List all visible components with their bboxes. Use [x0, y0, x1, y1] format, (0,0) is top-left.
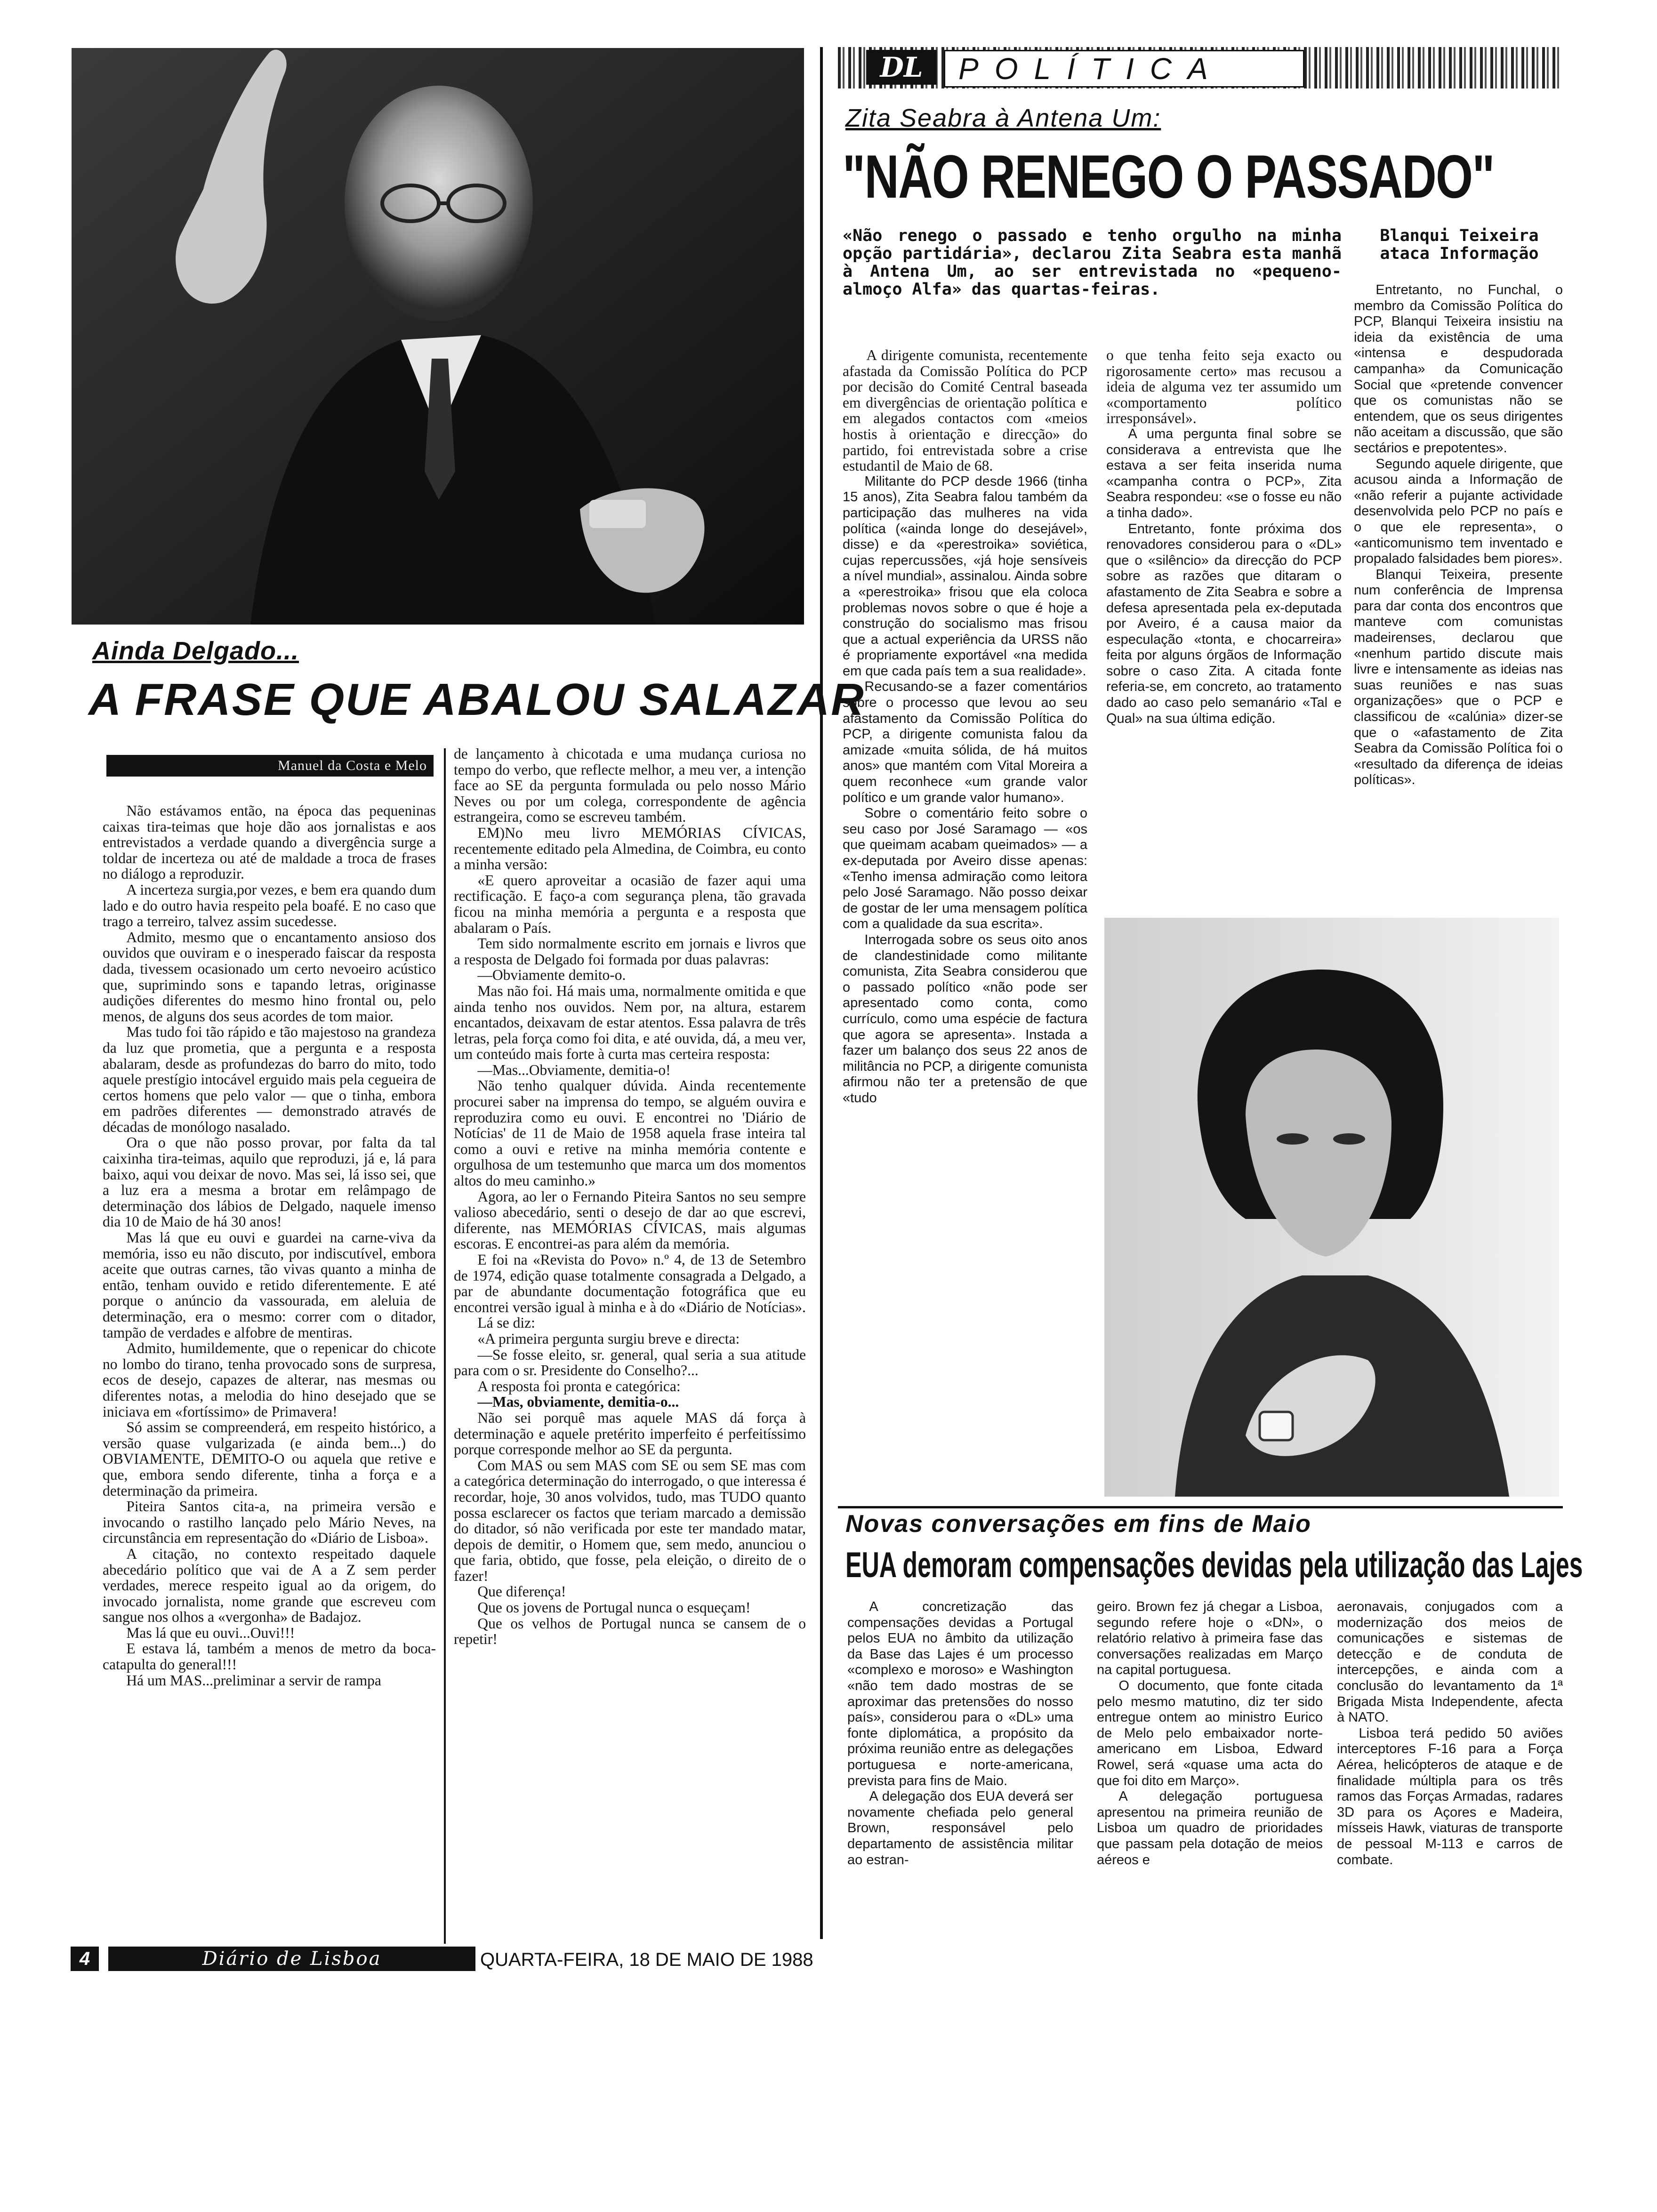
byline: Manuel da Costa e Melo: [278, 758, 427, 773]
paragraph: Admito, mesmo que o encantamento ansioso dos ouvidos que ouviram e o inesperado faiscar da resposta dada, tivessem ocasionado um certo nevoeiro acústico que, suprimindo sons e tapando letras, originasse audições diferentes do mesmo hino frontal ou, pelo menos, de alguns dos seus acordes de tom maior.: [103, 929, 436, 1025]
side-title: Blanqui Teixeira ataca Informação: [1380, 226, 1539, 263]
left-headline: A FRASE QUE ABALOU SALAZAR: [88, 674, 865, 725]
paragraph: Mas lá que eu ouvi...Ouvi!!!: [126, 1624, 295, 1641]
byline-bar: [106, 755, 434, 777]
paragraph: A dirigente comunista, recentemente afastada da Comissão Política do PCP por decisão do Comité Central baseada em divergências de orientação política e em alegados contactos com «meios hostis à orientação e direcção» do partido, foi entrevistada sobre a crise estudantil de Maio de 68.: [843, 347, 1087, 474]
paragraph: O documento, que fonte citada pelo mesmo matutino, diz ter sido entregue ontem ao ministro Eurico de Melo pelo embaixador norte-americano em Lisboa, Edward Rowel, será «quase uma acta do que foi dito em Março».: [1097, 1678, 1323, 1788]
right-kicker: Zita Seabra à Antena Um:: [845, 104, 1161, 132]
footer-date: QUARTA-FEIRA, 18 DE MAIO DE 1988: [480, 1949, 813, 1970]
column-divider-main: [820, 47, 823, 1939]
paragraph: —Obviamente demito-o.: [477, 967, 626, 984]
paragraph: Só assim se compreenderá, em respeito histórico, a versão quase vulgarizada (e ainda bem...) do OBVIAMENTE, DEMITO-O ou aquela que retive e que, embora sendo diferente, tinha a força e a determinação da primeira.: [103, 1419, 436, 1499]
paragraph: Recusando-se a fazer comentários sobre o processo que levou ao seu afastamento da Comissão Política do PCP, a dirigente comunista falou da amizade «muita sólida, de há muitos anos» que mantém com Vital Moreira a quem reconhece «um grande valor político e um grande valor humano».: [843, 679, 1087, 805]
right-article-col2: [1106, 347, 1342, 727]
paragraph: A resposta foi pronta e categórica:: [477, 1378, 681, 1395]
paragraph: Segundo aquele dirigente, que acusou ainda a Informação de «não referir a pujante actividade desenvolvida pelo PCP no país e o que ele representa», o «anticomunismo tem inventado e propalado falsidades bem piores».: [1354, 456, 1563, 567]
paragraph: Entretanto, no Funchal, o membro da Comissão Política do PCP, Blanqui Teixeira insistiu na ideia da existência de uma «intensa e despudorada campanha» da Comunicação Social que «pretende convencer que os comunistas não se entendem, que os seus dirigentes não aceitam a discussão, que são sectários e prepotentes».: [1354, 282, 1563, 456]
bottom-article-divider: [838, 1506, 1563, 1508]
paragraph: Lá se diz:: [477, 1314, 535, 1331]
paragraph: Agora, ao ler o Fernando Piteira Santos no seu sempre valioso abecedário, senti o desejo de dar ao que escrevi, diferente, nas MEMÓRIAS CÍVICAS, mais algumas escoras. E encontrei-as para além da memória.: [454, 1188, 806, 1252]
paragraph: Mas tudo foi tão rápido e tão majestoso na grandeza da luz que prometia, que a pergunta e a resposta abalaram, desde as profundezas do barro do mito, todo aquele prestígio intocável erguido mais pela cegueira de certos homens que pelo valor — que o tinha, embora em padrões diferentes — demonstrado através de décadas de monólogo nasalado.: [103, 1024, 436, 1135]
paragraph: A uma pergunta final sobre se considerava a entrevista que lhe estava a ser feita inserida numa «campanha contra o PCP», Zita Seabra respondeu: «se o fosse eu não a tinha dado».: [1106, 426, 1342, 521]
page-number: 4: [79, 1948, 90, 1969]
bottom-article-col3: [1337, 1599, 1563, 1868]
paragraph: Blanqui Teixeira, presente num conferência de Imprensa para dar conta dos encontros que manteve com comunistas madeirenses, declarou que «nenhum partido discute mais livre e intensamente as ideias nas suas reuniões e nas suas organizações» que o PCP e classificou de «calúnia» dizer-se que o «afastamento de Zita Seabra da Comissão Política foi o «resultado da diferença de ideias políticas».: [1354, 567, 1563, 788]
paragraph: Interrogada sobre os seus oito anos de clandestinidade como militante comunista, Zita Seabra considerou que o passado político «não pode ser apresentado como conta, como currículo, como uma espécie de factura que agora se apresenta». Instada a fazer um balanço dos seus 22 anos de militância no PCP, a dirigente comunista afirmou não ter a pretensão de que «tudo: [843, 932, 1087, 1106]
right-lead: «Não renego o passado e tenho orgulho na minha opção partidária», declarou Zita Seabra esta manhã à Antena Um, ao ser entrevistada no «pequeno-almoço Alfa» das quartas-feiras.: [843, 226, 1342, 299]
left-article-col2: [454, 746, 806, 1647]
paragraph: Mas não foi. Há mais uma, normalmente omitida e que ainda tenho nos ouvidos. Nem por, na altura, estarem encantados, deixavam de estar atentos. Essa palavra de três letras, pela força como foi dita, e até ouvida, dá, a meu ver, um conteúdo mais forte à curta mas certeira resposta:: [454, 982, 806, 1063]
paragraph: E foi na «Revista do Povo» n.º 4, de 13 de Setembro de 1974, edição quase totalmente consagrada a Delgado, a par de abundante documentação fotográfica que eu encontrei versão igual à minha e à do «Diário de Notícias».: [454, 1251, 806, 1315]
paragraph: A concretização das compensações devidas a Portugal pelos EUA no âmbito da utilização da Base das Lajes é um processo «complexo e moroso» e Washington «não tem dado mostras de se aproximar das pretensões do nosso país», considerou para o «DL» uma fonte diplomática, a propósito da próxima reunião entre as delegações portuguesa e norte-americana, prevista para fins de Maio.: [847, 1599, 1073, 1788]
paragraph: Militante do PCP desde 1966 (tinha 15 anos), Zita Seabra falou também da participação das mulheres na vida política («ainda longe do desejável», disse) e da «perestroika» soviética, cujas repercussões, «já hoje sensíveis a nível mundial», assinalou. Ainda sobre a «perestroika» frisou que ela coloca problemas novos sobre o que é hoje a construção do socialismo mas frisou que a actual experiência da URSS não é propriamente exportável «na medida em que cada país tem a sua realidade».: [843, 473, 1087, 679]
paragraph: A delegação dos EUA deverá ser novamente chefiada pelo general Brown, responsável pelo departamento de assistência militar ao estran-: [847, 1789, 1073, 1867]
paragraph: «E quero aproveitar a ocasião de fazer aqui uma rectificação. E faço-a com segurança plena, tão gravada ficou na minha memória a pergunta e a resposta que abalaram o País.: [454, 872, 806, 936]
zita-photo: [1104, 918, 1559, 1497]
section-logo-text: DL: [880, 51, 923, 83]
masthead-box: [108, 1947, 475, 1971]
paragraph: Ora o que não posso provar, por falta da tal caixinha tira-teimas, aquilo que reproduzi, já e, lá para baixo, aqui vou deixar de novo. Mas sei, lá isso sei, que a luz era a mesma a brotar em relâmpago de determinação dos lábios de Delgado, naquele imenso dia 10 de Maio de há 30 anos!: [103, 1134, 436, 1230]
paragraph: Piteira Santos cita-a, na primeira versão e invocando o rastilho lançado pelo Mário Neves, na circunstância em representação do «Diário de Lisboa».: [103, 1498, 436, 1547]
delgado-photo-image: [72, 48, 804, 625]
paragraph: Não sei porquê mas aquele MAS dá força à determinação e aquele pretérito imperfeito é perfeitíssimo porque corresponde melhor ao SE da pergunta.: [454, 1409, 806, 1458]
paragraph: geiro. Brown fez já chegar a Lisboa, segundo refere hoje o «DN», o relatório relativo à primeira fase das conversações realizadas em Março na capital portuguesa.: [1097, 1599, 1323, 1678]
paragraph: de lançamento à chicotada e uma mudança curiosa no tempo do verbo, que reflecte melhor, a meu ver, a intenção face ao SE da pergunta formulada ou pelo nosso Mário Neves ou por um colega, correspondente de agência estrangeira, como se escreveu também.: [454, 745, 806, 825]
page-number-box: [71, 1947, 99, 1971]
column-divider-left: [444, 748, 446, 1944]
paragraph: Lisboa terá pedido 50 aviões interceptores F-16 para a Força Aérea, helicópteros de ataque e de finalidade múltipla para os três ramos das Forças Armadas, radares 3D para os Açores e Madeira, mísseis Hawk, viaturas de transporte de pessoal M-113 e carros de combate.: [1337, 1725, 1563, 1867]
paragraph: Admito, humildemente, que o repenicar do chicote no lombo do tirano, tenha provocado sons de surpresa, ecos de desejo, capazes de alterar, nas mesmas ou diferentes notas, a melodia do hino desejado que se iniciava em «fortíssimo» de Primavera!: [103, 1340, 436, 1420]
zita-photo-image: [1104, 918, 1559, 1497]
page-footer: [71, 1944, 824, 1974]
paragraph: —Se fosse eleito, sr. general, qual seria a sua atitude para com o sr. Presidente do Conselho?...: [454, 1346, 806, 1379]
paragraph: —Mas, obviamente, demitia-o...: [477, 1394, 679, 1411]
delgado-photo: [72, 48, 804, 625]
section-header-bar: [838, 47, 1563, 88]
paragraph: Que os jovens de Portugal nunca o esqueçam!: [477, 1599, 751, 1616]
right-article-col1: [843, 347, 1087, 1106]
paragraph: Que os velhos de Portugal nunca se cansem de o repetir!: [454, 1615, 806, 1648]
paragraph: A citação, no contexto respeitado daquele abecedário político que vai de A a Z sem perder verdades, merece respeito igual ao da origem, do invocado jornalista, nome grande que escreveu com sangue nos olhos a «vergonha» de Badajoz.: [103, 1545, 436, 1626]
section-name-box: [944, 50, 1304, 88]
bottom-article-col2: [1097, 1599, 1323, 1868]
left-kicker: Ainda Delgado...: [92, 637, 299, 665]
paragraph: Há um MAS...preliminar a servir de rampa: [126, 1672, 381, 1689]
paragraph: E estava lá, também a menos de metro da boca-catapulta do general!!!: [103, 1640, 436, 1673]
bottom-headline: EUA demoram compensações devidas pela utilização das Lajes: [845, 1545, 1583, 1585]
paragraph: Entretanto, fonte próxima dos renovadores considerou para o «DL» que o «silêncio» da direcção do PCP sobre as razões que ditaram o afastamento de Zita Seabra e sobre a defesa apresentada pela ex-deputada por Aveiro, é a causa maior da especulação «tonta, e chocarreira» feita por alguns órgãos de Informação sobre o caso Zita. A citada fonte referia-se, em concreto, ao tratamento dado ao caso pelo semanário «Tal e Qual» na sua última edição.: [1106, 521, 1342, 726]
paragraph: «A primeira pergunta surgiu breve e directa:: [477, 1330, 740, 1347]
bottom-article-col1: [847, 1599, 1073, 1868]
masthead: Diário de Lisboa: [202, 1948, 382, 1970]
paragraph: Sobre o comentário feito sobre o seu caso por José Saramago — «os que queimam acabam queimados» — a ex-deputada por Aveiro disse apenas: «Tenho imensa admiração como leitora pelo José Saramago. Não posso deixar de gostar de ler uma mensagem política com a qualidade da sua escrita».: [843, 806, 1087, 932]
paragraph: A incerteza surgia,por vezes, e bem era quando dum lado e do outro havia respeito pela boafé. E no caso que trago a terreiro, talvez assim sucedesse.: [103, 881, 436, 930]
paragraph: Que diferença!: [477, 1583, 566, 1600]
paragraph: Não tenho qualquer dúvida. Ainda recentemente procurei saber na imprensa do tempo, se alguém ouvira e reproduzira como eu ouvi. E encontrei no 'Diário de Notícias' de 11 de Maio de 1958 aquela frase inteira tal como a ouvi e retive na minha memória contente e orgulhosa de um testemunho que marca um dos momentos altos do meu caminho.»: [454, 1077, 806, 1189]
right-side-col: [1354, 282, 1563, 788]
left-article-col1: [103, 803, 436, 1688]
right-headline: "NÃO RENEGO O PASSADO": [843, 142, 1494, 211]
section-logo: [866, 50, 937, 85]
paragraph: Tem sido normalmente escrito em jornais e livros que a resposta de Delgado foi formada por duas palavras:: [454, 935, 806, 968]
paragraph: Mas lá que eu ouvi e guardei na carne-viva da memória, isso eu não discuto, por indiscutível, embora aceite que outras carnes, tão vivas quanto a minha de então, tenham ouvido e retido diferentemente. E até porque o anúncio da vassourada, em aleluia de determinação, era o mesmo: correr com o ditador, tampão de verdades e alfobre de mentiras.: [103, 1229, 436, 1341]
paragraph: Com MAS ou sem MAS com SE ou sem SE mas com a categórica determinação do interrogado, o que interessa é recordar, hoje, 30 anos volvidos, tudo, mas TUDO quanto possa esclarecer os factos que teriam marcado a demissão do ditador, só não verificada por este ter mandado matar, depois de demitir, o Homem que, sem medo, anunciou o que faria, obtido, que fosse, pela eleição, o direito de o fazer!: [454, 1457, 806, 1584]
bottom-kicker: Novas conversações em fins de Maio: [845, 1510, 1311, 1538]
paragraph: EM)No meu livro MEMÓRIAS CÍVICAS, recentemente editado pela Almedina, de Coimbra, eu conto a minha versão:: [454, 824, 806, 873]
paragraph: A delegação portuguesa apresentou na primeira reunião de Lisboa um quadro de prioridades que passam pela dotação de meios aéreos e: [1097, 1789, 1323, 1867]
paragraph: o que tenha feito seja exacto ou rigorosamente certo» mas recusou a ideia de alguma vez ter assumido um «comportamento político irresponsável».: [1106, 347, 1342, 427]
paragraph: —Mas...Obviamente, demitia-o!: [477, 1061, 671, 1078]
paragraph: Não estávamos então, na época das pequeninas caixas tira-teimas que hoje dão aos jornalistas e aos entrevistados a verdade quando a divergência surge a toldar de incerteza ou até de maldade a troca de frases no diálogo a reproduzir.: [103, 802, 436, 882]
section-name: POLÍTICA: [958, 52, 1224, 86]
paragraph: aeronavais, conjugados com a modernização dos meios de comunicações e sistemas de detecção e de conduta de intercepções, e ainda com a conclusão do levantamento da 1ª Brigada Mista Independente, afecta à NATO.: [1337, 1599, 1563, 1725]
